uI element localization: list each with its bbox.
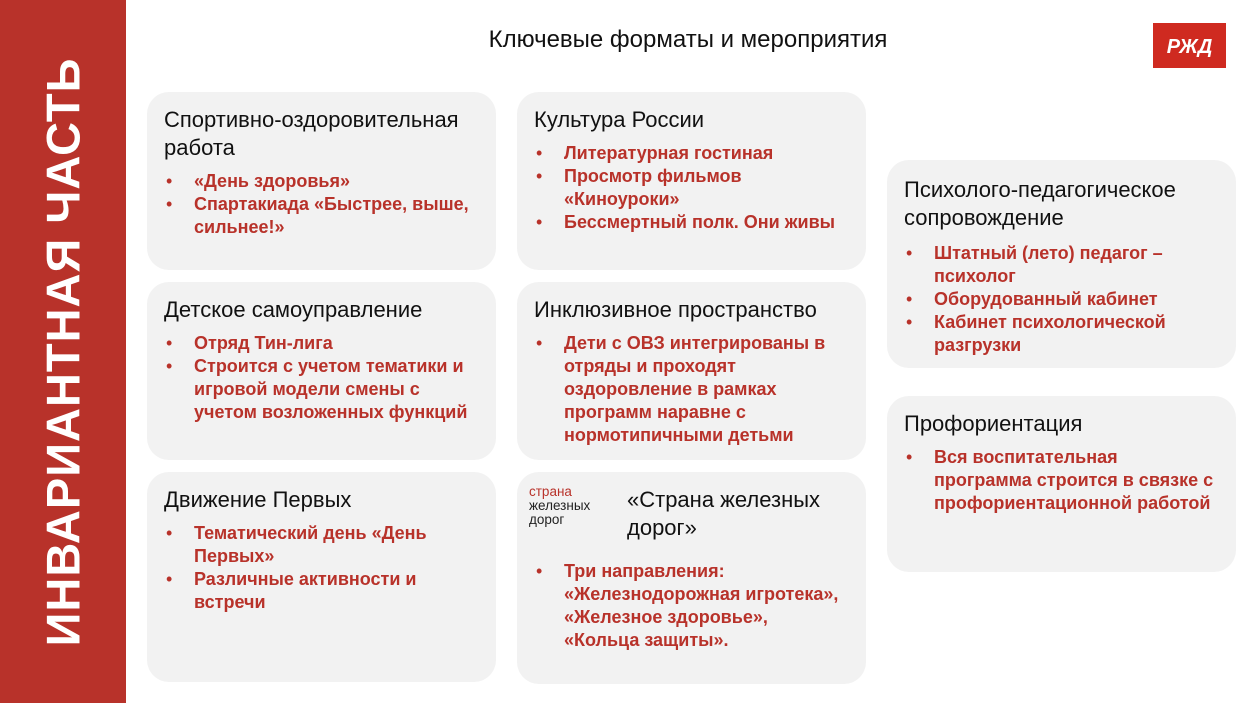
list-item: • Кабинет психологической разгрузки [906,312,1166,355]
list-item: • Штатный (лето) педагог – психолог [906,243,1163,286]
page-title: Ключевые форматы и мероприятия [488,26,888,53]
bullet-list [164,170,478,239]
list-item: • Просмотр фильмов «Киноуроки» [536,166,742,209]
card-psych [887,160,1236,368]
bullet-list [164,332,478,424]
card-title: Спортивно-оздоровительная работа [164,107,459,160]
bullet-list [904,242,1218,357]
card-title: Профориентация [904,411,1083,436]
card-title: Детское самоуправление [164,297,423,322]
list-item: • Строится с учетом тематики и игровой модели смены с учетом возложенных функций [166,356,468,422]
card-inclusive [517,282,866,460]
list-item: • Различные активности и встречи [166,569,417,612]
card-title: «Страна железных дорог» [627,487,821,540]
list-item: • Отряд Тин-лига [166,333,333,353]
svg-text:РЖД: РЖД [1166,36,1213,58]
sidebar-title: ИНВАРИАНТНАЯ ЧАСТЬ [36,57,90,647]
list-item: • Дети с ОВЗ интегрированы в отряды и проходят оздоровление в рамках программ наравне с нормотипичными детьми [536,333,826,445]
card-first [147,472,496,682]
card-self-gov [147,282,496,460]
list-item: • Оборудованный кабинет [906,289,1158,309]
card-sport [147,92,496,270]
list-item: • «День здоровья» [166,171,351,191]
card-career [887,396,1236,572]
bullet-list [534,560,848,652]
card-railways [517,472,866,684]
bullet-list [164,522,478,614]
rzd-logo-icon [1153,23,1226,68]
railways-logo: страна железных дорог [529,484,591,527]
bullet-list [534,142,848,234]
card-title: Психолого-педагогическое сопровождение [904,177,1176,230]
card-title: Культура России [534,107,705,132]
list-item: • Тематический день «День Первых» [166,523,427,566]
sidebar [0,0,126,703]
list-item: • Вся воспитательная программа строится в связке с профориентационной работой [906,447,1214,513]
card-title: Инклюзивное пространство [534,297,817,322]
bullet-list [904,446,1218,515]
list-item: • Бессмертный полк. Они живы [536,212,836,232]
card-culture [517,92,866,270]
list-item: • Три направления: «Железнодорожная игротека», «Железное здоровье», «Кольца защиты». [536,561,839,650]
list-item: • Литературная гостиная [536,143,774,163]
list-item: • Спартакиада «Быстрее, выше, сильнее!» [166,194,469,237]
bullet-list [534,332,848,447]
card-title: Движение Первых [164,487,352,512]
